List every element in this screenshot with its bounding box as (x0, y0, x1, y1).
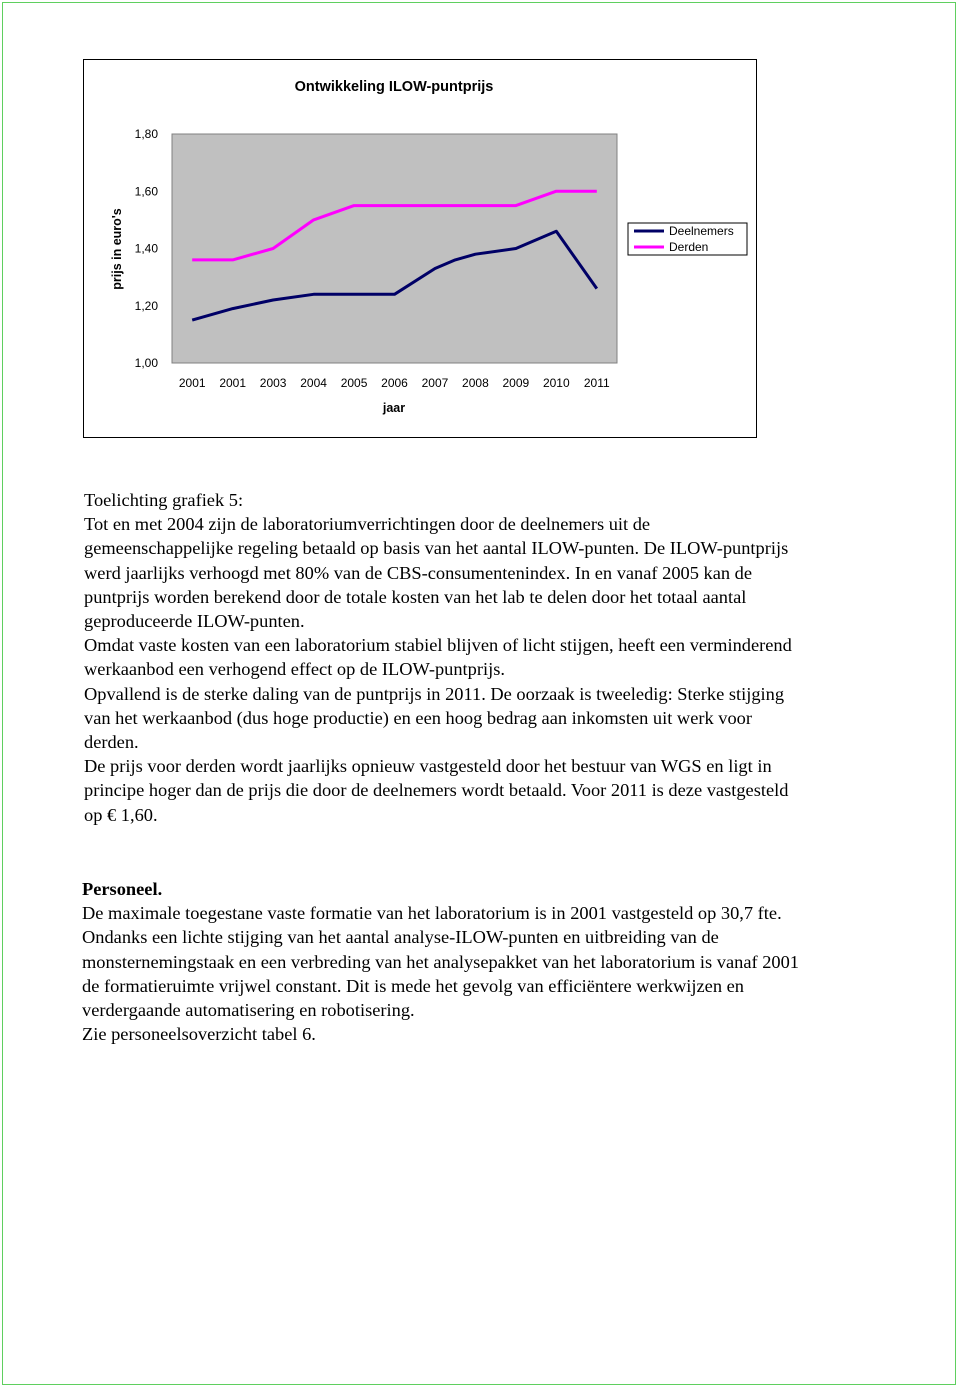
x-tick-label: 2003 (259, 376, 287, 390)
line-chart (84, 60, 756, 437)
legend (628, 223, 747, 255)
text-line: Omdat vaste kosten van een laboratorium stabiel blijven of licht stijgen, heeft een verminderend (84, 635, 792, 656)
text-line: geproduceerde ILOW-punten. (84, 611, 305, 632)
personnel-body (82, 901, 922, 1046)
text-line: De prijs voor derden wordt jaarlijks opnieuw vastgesteld door het bestuur van WGS en ligt in (84, 756, 772, 777)
y-tick-label: 1,00 (134, 356, 158, 370)
text-line: De maximale toegestane vaste formatie van het laboratorium is in 2001 vastgesteld op 30,7 fte. (82, 903, 782, 924)
y-axis-label: prijs in euro's (110, 208, 124, 290)
x-axis-label: jaar (382, 401, 406, 415)
explanation-heading: Toelichting grafiek 5: (84, 490, 244, 510)
plot-area (172, 134, 617, 363)
x-tick-label: 2004 (300, 376, 327, 390)
text-line: Ondanks een lichte stijging van het aantal analyse-ILOW-punten en uitbreiding van de (82, 927, 719, 948)
x-tick-label: 2008 (462, 376, 489, 390)
legend-label-deelnemers: Deelnemers (669, 224, 734, 238)
x-tick-label: 2007 (421, 376, 449, 390)
text-line: puntprijs worden berekend door de totale kosten van het lab te delen door het totaal aantal (84, 586, 747, 607)
text-line: op € 1,60. (84, 804, 158, 825)
text-line: werd jaarlijks verhoogd met 80% van de CBS-consumentenindex. In en vanaf 2005 kan de (84, 562, 753, 583)
x-tick-label: 2006 (381, 376, 408, 390)
explanation-section (84, 488, 914, 827)
y-tick-label: 1,20 (134, 298, 158, 313)
text-line: monsternemingstaak en een verbreding van het analysepakket van het laboratorium is vanaf 2001 (82, 951, 799, 972)
chart-title: Ontwikkeling ILOW-puntprijs (294, 79, 494, 95)
text-line: Opvallend is de sterke daling van de puntprijs in 2011. De oorzaak is tweeledig: Sterke stijging (84, 683, 785, 704)
text-line: principe hoger dan de prijs die door de deelnemers wordt betaald. Voor 2011 is deze vastgesteld (84, 780, 789, 801)
x-tick-label: 2001 (178, 376, 206, 390)
x-tick-label: 2001 (219, 376, 247, 390)
explanation-body (84, 512, 914, 827)
y-tick-label: 1,60 (134, 184, 158, 199)
text-line: werkaanbod een verhogend effect op de ILOW-puntprijs. (84, 659, 505, 680)
text-line: derden. (84, 732, 139, 753)
y-tick-label: 1,80 (134, 127, 158, 141)
personnel-heading: Personeel. (82, 879, 163, 899)
personnel-section (82, 853, 922, 1046)
legend-label-derden: Derden (669, 240, 709, 254)
x-tick-label: 2011 (583, 376, 610, 390)
x-tick-label: 2005 (340, 376, 368, 390)
text-line: gemeenschappelijke regeling betaald op basis van het aantal ILOW-punten. De ILOW-puntprijs (84, 538, 789, 559)
x-tick-label: 2009 (502, 376, 530, 390)
y-tick-label: 1,40 (134, 241, 158, 256)
text-line: Zie personeelsoverzicht tabel 6. (82, 1024, 316, 1045)
chart-container (83, 59, 757, 438)
x-tick-label: 2010 (542, 376, 570, 390)
text-line: verdergaande automatisering en robotisering. (82, 1000, 415, 1021)
text-line: de formatieruimte vrijwel constant. Dit is mede het gevolg van efficiëntere werkwijzen en (82, 975, 744, 996)
text-line: van het werkaanbod (dus hoge productie) en een hoog bedrag aan inkomsten uit werk voor (84, 707, 752, 728)
text-line: Tot en met 2004 zijn de laboratoriumverrichtingen door de deelnemers uit de (84, 514, 651, 535)
